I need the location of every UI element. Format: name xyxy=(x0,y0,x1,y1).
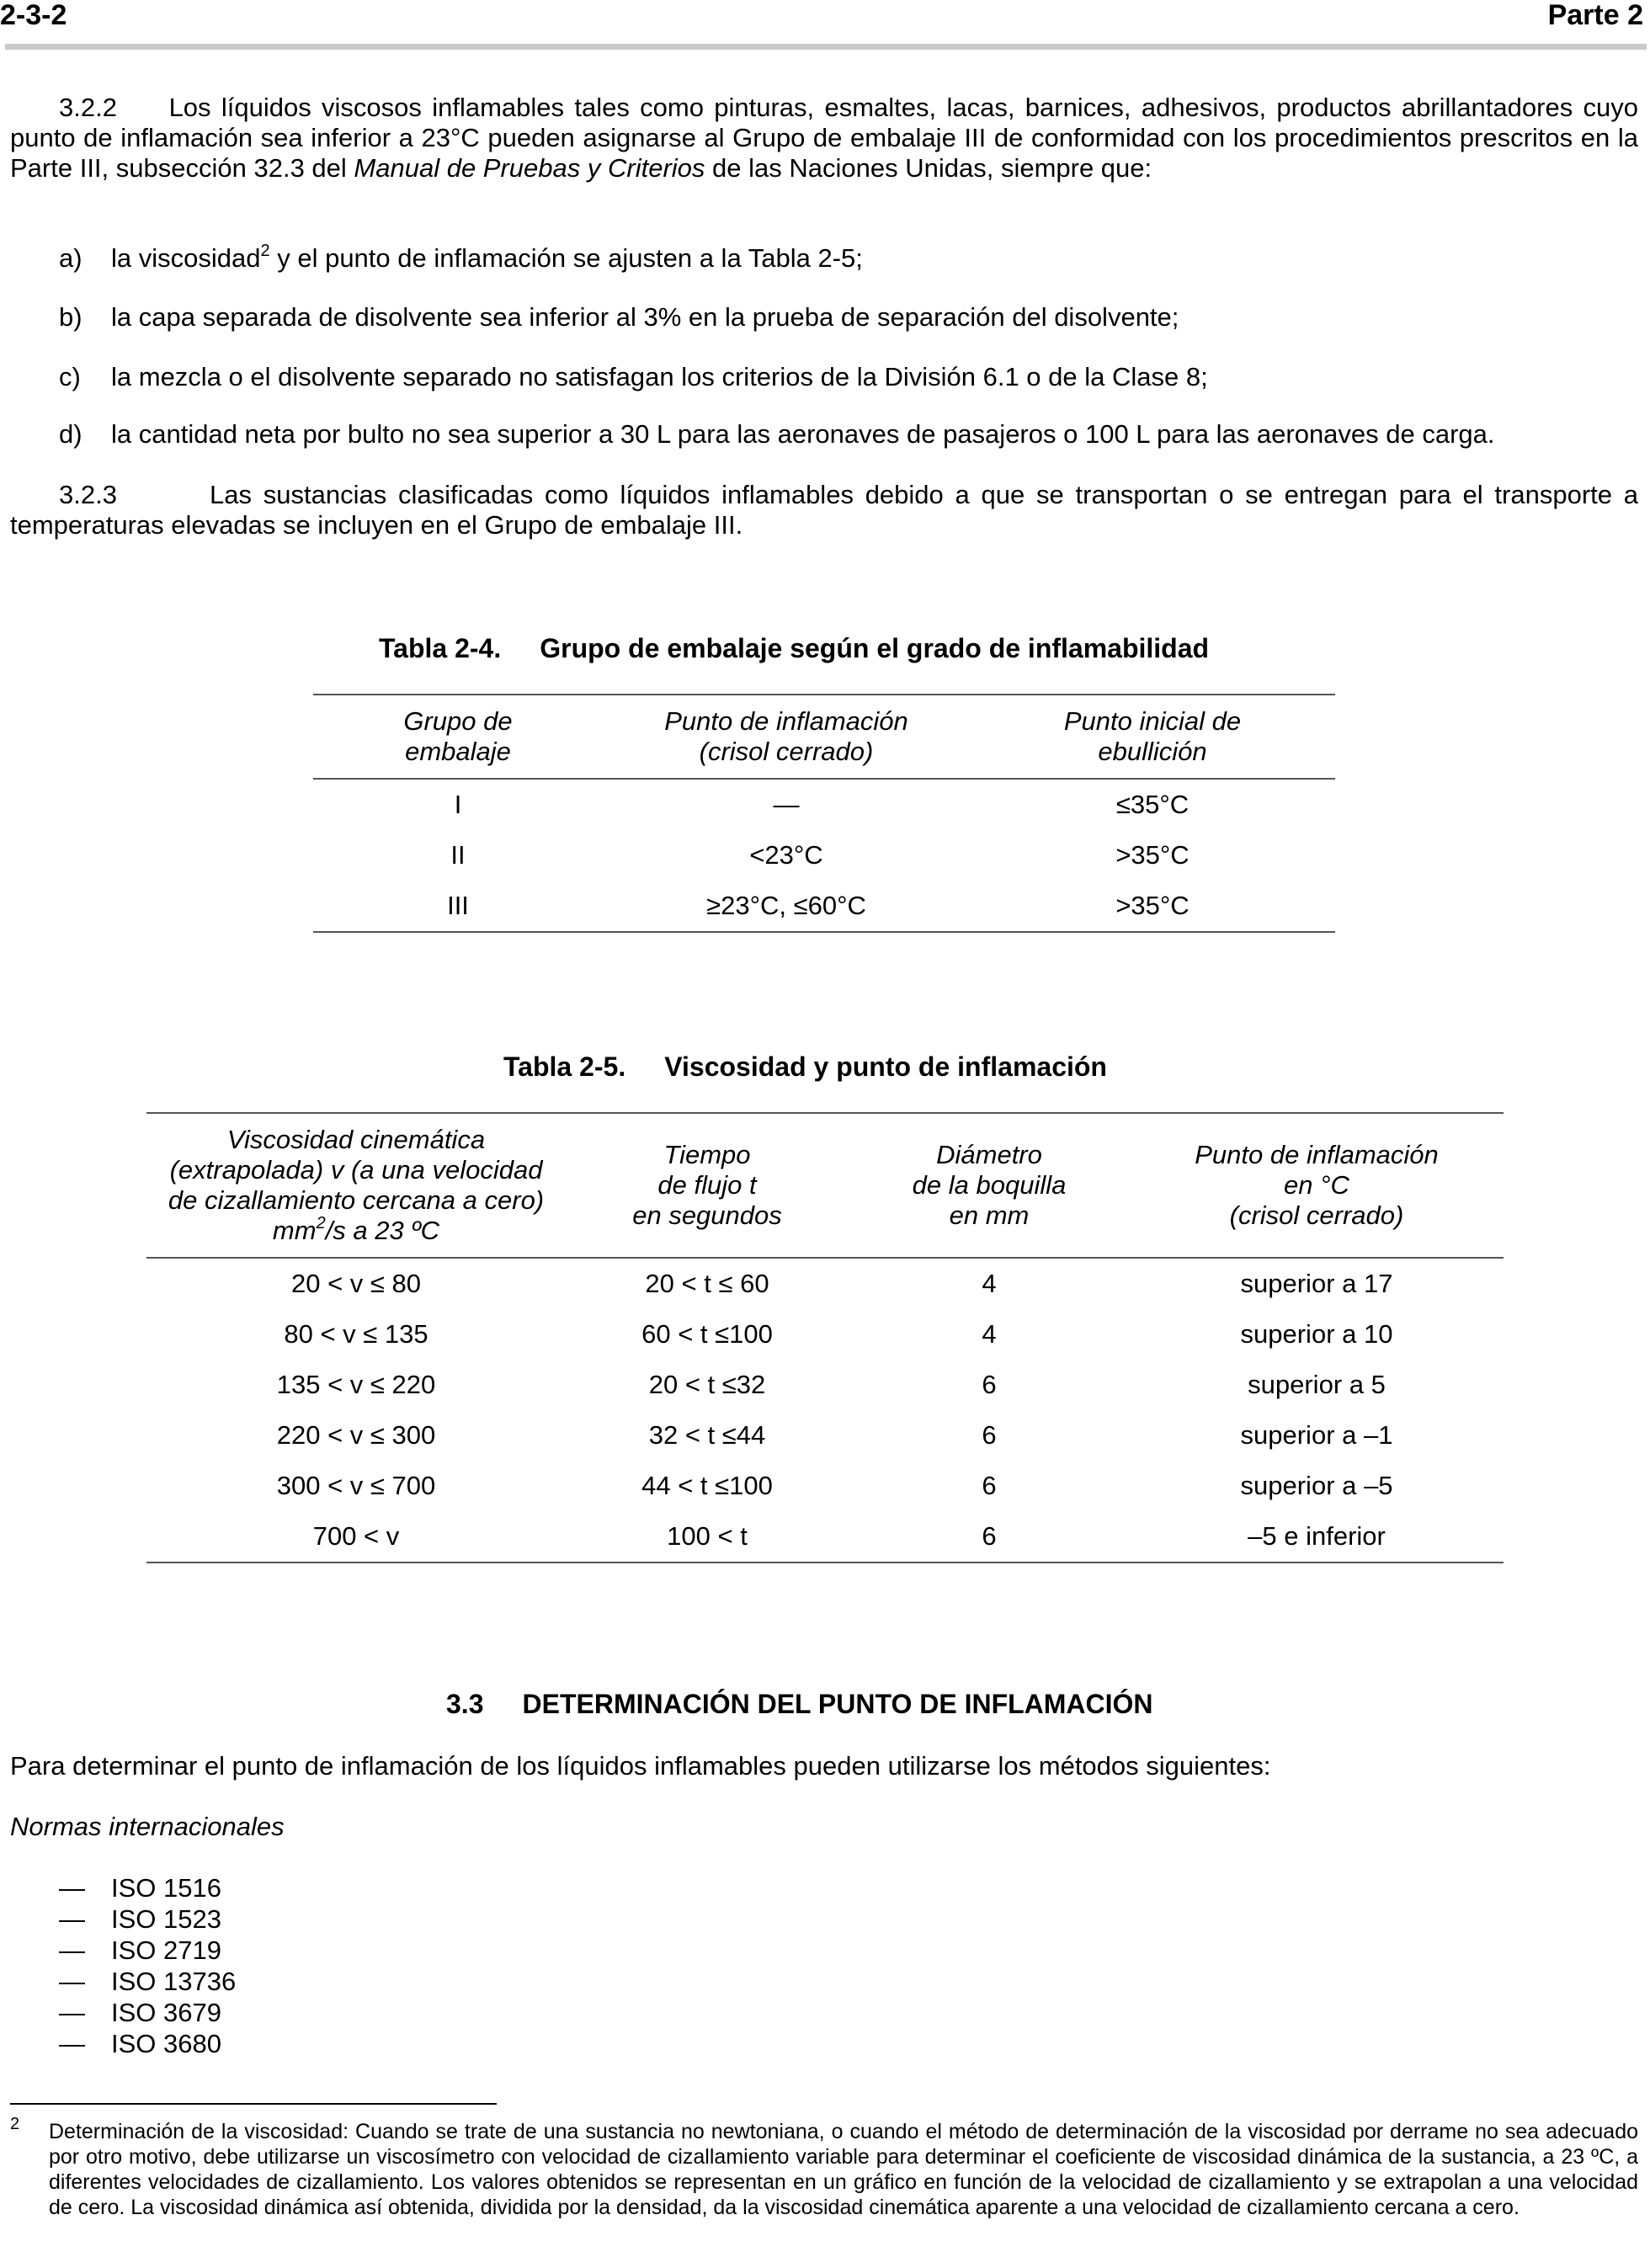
paragraph-text-end: de las Naciones Unidas, siempre que: xyxy=(712,153,1152,183)
list-item-c xyxy=(59,362,1642,392)
table-row xyxy=(146,1360,1504,1410)
header-cell: Punto inicial de ebullición xyxy=(1063,706,1242,766)
section-number: 3.3 xyxy=(446,1689,484,1719)
table-cell: 20 < v ≤ 80 xyxy=(290,1269,422,1298)
table-cell: 6 xyxy=(982,1521,997,1551)
footnote-text: Determinación de la viscosidad: Cuando se trate de una sustancia no newtoniana, o cuando el método de determinación de la viscosidad por derrame no sea adecuado por otro motivo, debe utilizarse un viscosímetro con velocidad de cizallamiento variable para determinar el coeficiente de viscosidad dinámica de la sustancia, a 23 ºC, a diferentes velocidades de cizallamiento. Los valores obtenidos se representan en un gráfico en función de la velocidad de cizallamiento y se extrapolan a una velocidad de cero. La viscosidad dinámica así obtenida, dividida por la densidad, da la viscosidad cinemática aparente a una velocidad de cizallamiento cercana a cero. xyxy=(49,2120,1638,2219)
table-cell: 4 xyxy=(982,1269,997,1298)
table-cell: II xyxy=(450,840,466,870)
section-intro: Para determinar el punto de inflamación de los líquidos inflamables pueden utilizarse los métodos siguientes: xyxy=(10,1751,1271,1781)
table-cell: 135 < v ≤ 220 xyxy=(276,1370,436,1399)
paragraph-text: Las sustancias clasificadas como líquidos inflamables debido a que se transportan o se entregan para el transporte a temperaturas elevadas se incluyen en el Grupo de embalaje III. xyxy=(10,480,1638,540)
paragraph-number: 3.2.2 xyxy=(59,93,117,122)
table-cell: I xyxy=(454,790,462,819)
paragraph-number: 3.2.3 xyxy=(59,480,117,509)
list-item-b xyxy=(59,302,1642,333)
list-item: — ISO 1523 xyxy=(59,1904,221,1934)
table-2-4-title xyxy=(379,633,1209,663)
header-cell: Grupo de embalaje xyxy=(403,706,513,766)
table-row xyxy=(146,1511,1504,1563)
list-item: — ISO 2719 xyxy=(59,1935,221,1965)
list-item: — ISO 13736 xyxy=(59,1967,237,1996)
table-2-5 xyxy=(146,1112,1504,1563)
header-cell: Punto de inflamación en °C (crisol cerrado) xyxy=(1195,1140,1439,1230)
table-label: Tabla 2-4. xyxy=(379,633,502,663)
table-cell: — xyxy=(773,790,800,819)
table-cell: 700 < v xyxy=(312,1521,400,1551)
item-text: la cantidad neta por bulto no sea superior a 30 L para las aeronaves de pasajeros o 100 L para las aeronaves de carga. xyxy=(111,419,1495,449)
table-cell: superior a –5 xyxy=(1240,1471,1393,1500)
table-row xyxy=(313,881,1335,932)
footnote-ref[interactable]: 2 xyxy=(260,241,270,260)
header-cell: Punto de inflamación (crisol cerrado) xyxy=(664,706,908,766)
table-row xyxy=(146,1258,1504,1309)
table-caption: Grupo de embalaje según el grado de inflamabilidad xyxy=(540,633,1210,663)
table-cell: 60 < t ≤100 xyxy=(641,1319,773,1349)
table-cell: ≤35°C xyxy=(1115,790,1190,819)
part-label: Parte 2 xyxy=(1547,0,1643,31)
list-item: — ISO 3680 xyxy=(59,2029,221,2058)
manual-title: Manual de Pruebas y Criterios xyxy=(354,153,705,183)
table-cell: 300 < v ≤ 700 xyxy=(276,1471,436,1500)
table-cell: 6 xyxy=(982,1420,997,1450)
table-cell: –5 e inferior xyxy=(1248,1521,1386,1551)
table-cell: 100 < t xyxy=(667,1521,748,1551)
table-cell: 220 < v ≤ 300 xyxy=(276,1420,436,1450)
header-cell: Viscosidad cinemática (extrapolada) v (a una velocidad de cizallamiento cercana a cero) $mm^2/s$ a 23 ºC xyxy=(168,1125,545,1245)
header-cell: Diámetro de la boquilla en mm xyxy=(912,1140,1067,1230)
section-title: DETERMINACIÓN DEL PUNTO DE INFLAMACIÓN xyxy=(522,1689,1153,1719)
paragraph-3-2-2 xyxy=(10,93,1638,184)
table-row xyxy=(313,779,1335,830)
table-caption: Viscosidad y punto de inflamación xyxy=(664,1051,1107,1082)
page-number: 2-3-2 xyxy=(0,0,67,31)
table-header-row xyxy=(146,1113,1504,1258)
table-cell: 6 xyxy=(982,1471,997,1500)
paragraph-text: Los líquidos viscosos inflamables tales como pinturas, esmaltes, lacas, barnices, adhesivos, productos abrillantadores cuyo punto de inflamación sea inferior a 23°C pueden asignarse al Grupo de embalaje III de conformidad con los procedimientos prescritos en la Parte III, subsección 32.3 del xyxy=(10,93,1638,183)
table-row xyxy=(146,1461,1504,1511)
subheading-normas: Normas internacionales xyxy=(10,1812,285,1841)
standards-list xyxy=(59,1873,236,2060)
footnote-number: 2 xyxy=(10,2115,20,2133)
item-text: la capa separada de disolvente sea inferior al 3% en la prueba de separación del disolvente; xyxy=(111,302,1179,332)
table-cell: superior a –1 xyxy=(1240,1420,1393,1450)
table-header-row xyxy=(313,695,1335,779)
list-item: — ISO 3679 xyxy=(59,1998,221,2027)
list-item: — ISO 1516 xyxy=(59,1873,221,1903)
table-cell: 20 < t ≤ 60 xyxy=(645,1269,769,1298)
table-cell: 4 xyxy=(982,1319,997,1349)
page-header xyxy=(0,0,1648,35)
footnote-rule xyxy=(10,2103,497,2105)
table-cell: III xyxy=(447,891,469,920)
table-row xyxy=(313,830,1335,881)
item-label: c) xyxy=(59,362,81,391)
table-label: Tabla 2-5. xyxy=(503,1051,626,1082)
table-cell: superior a 17 xyxy=(1240,1269,1393,1298)
table-row xyxy=(146,1410,1504,1461)
item-text-end: y el punto de inflamación se ajusten a la Tabla 2-5; xyxy=(269,243,863,273)
item-label: b) xyxy=(59,302,82,332)
table-cell: 32 < t ≤44 xyxy=(648,1420,766,1450)
table-cell: 20 < t ≤32 xyxy=(648,1370,766,1399)
header-cell: Tiempo de flujo t en segundos xyxy=(632,1140,782,1230)
item-text: la mezcla o el disolvente separado no satisfagan los criterios de la División 6.1 o de la Clase 8; xyxy=(111,362,1208,391)
paragraph-3-2-3 xyxy=(10,480,1638,540)
table-cell: 80 < v ≤ 135 xyxy=(284,1319,428,1349)
table-cell: >35°C xyxy=(1115,840,1190,870)
table-row xyxy=(146,1309,1504,1360)
section-heading-3-3 xyxy=(446,1689,1153,1719)
table-cell: 44 < t ≤100 xyxy=(641,1471,773,1500)
table-2-4 xyxy=(313,694,1335,933)
table-2-5-title xyxy=(503,1051,1107,1082)
table-cell: 6 xyxy=(982,1370,997,1399)
table-cell: >35°C xyxy=(1115,891,1190,920)
table-cell: <23°C xyxy=(749,840,823,870)
item-label: a) xyxy=(59,243,82,273)
list-item-a xyxy=(59,243,1642,274)
header-rule xyxy=(5,44,1647,50)
item-text: la viscosidad xyxy=(111,243,261,273)
list-item-d xyxy=(59,419,1642,450)
table-cell: superior a 10 xyxy=(1240,1319,1393,1349)
table-cell: superior a 5 xyxy=(1248,1370,1386,1399)
item-label: d) xyxy=(59,419,82,449)
table-cell: ≥23°C, ≤60°C xyxy=(706,891,866,920)
